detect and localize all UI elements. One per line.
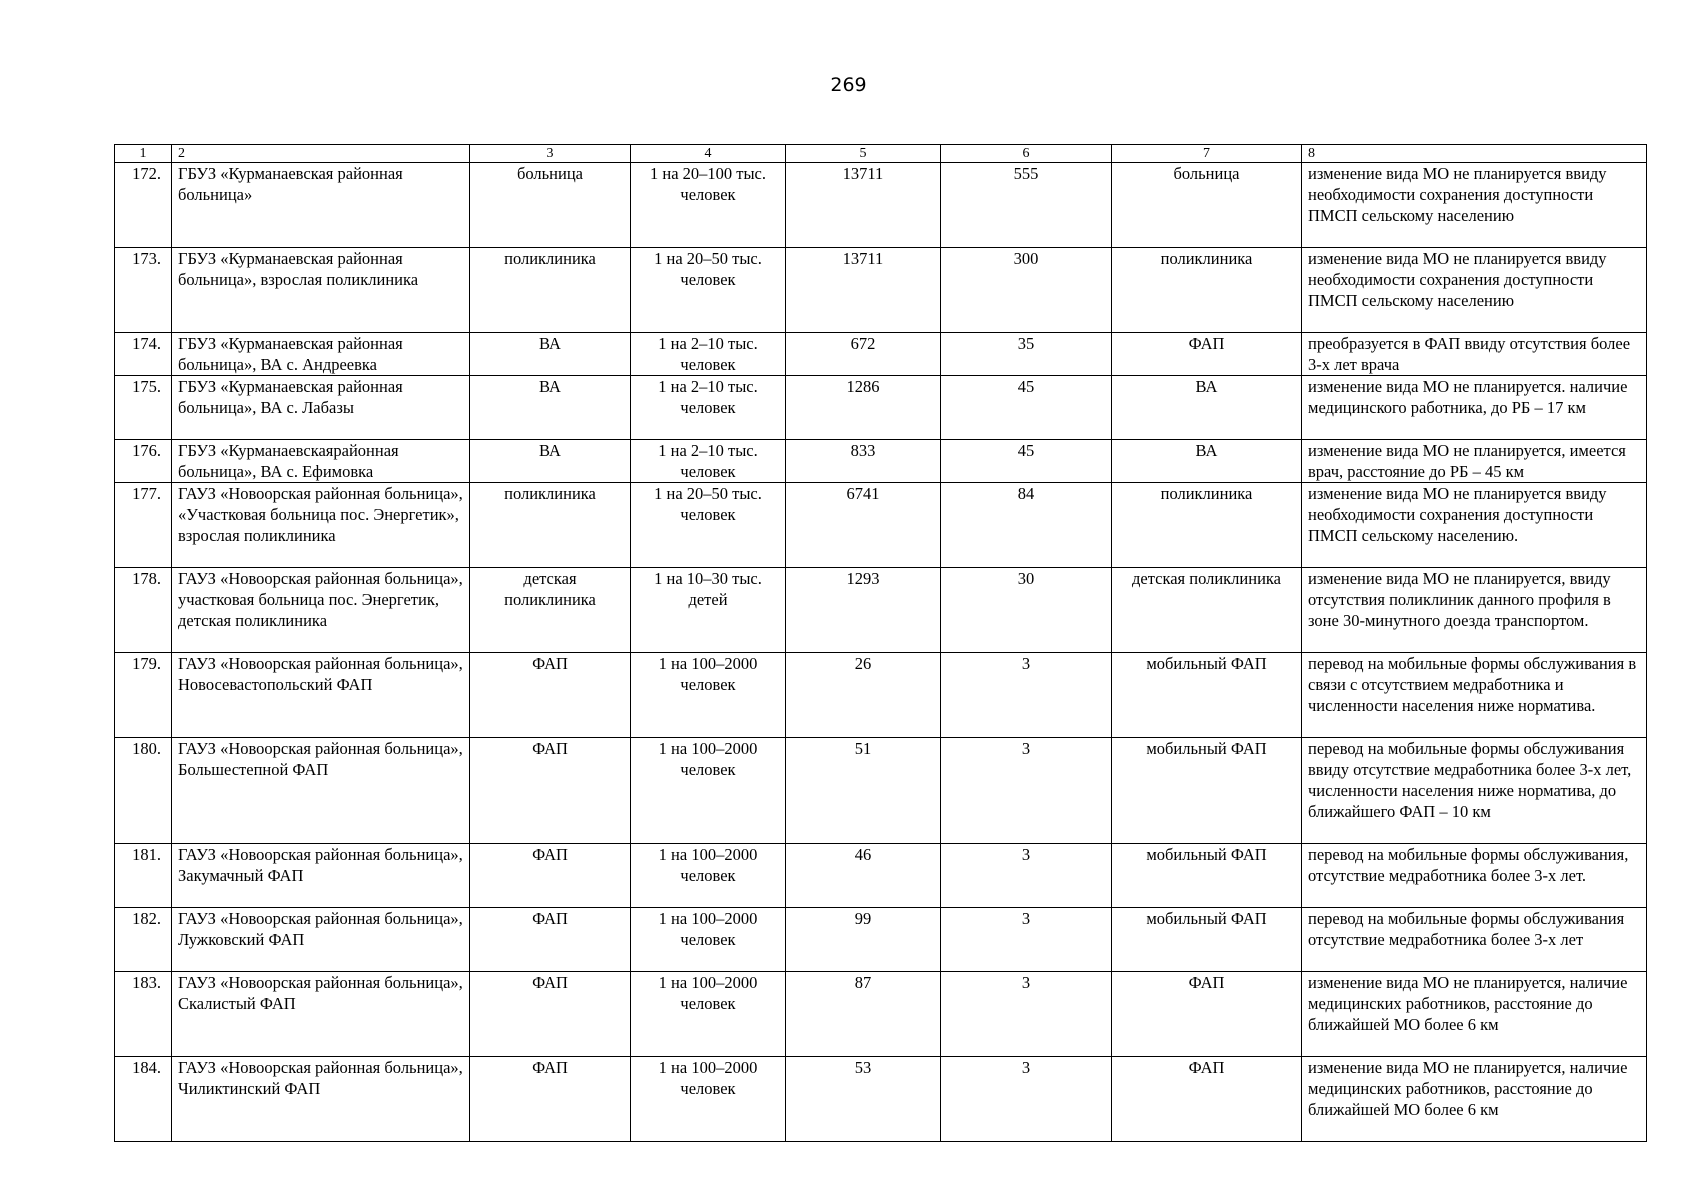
planned-type-cell: мобильный ФАП [1112,908,1302,972]
table-row [115,568,1647,653]
planned-type-cell: ФАП [1112,333,1302,376]
planned-type-cell: больница [1112,163,1302,248]
organization-cell: ГАУЗ «Новоорская районная больница», участковая больница пос. Энергетик, детская поликлиника [172,568,470,653]
page-number: 269 [830,74,867,96]
row-number-cell: 174. [115,333,172,376]
type-cell: ФАП [470,738,631,844]
planned-type-cell: ВА [1112,376,1302,440]
row-number-cell: 181. [115,844,172,908]
row-number-cell: 182. [115,908,172,972]
comment-cell: изменение вида МО не планируется ввиду необходимости сохранения доступности ПМСП сельскому населению. [1302,483,1647,568]
row-number-cell: 177. [115,483,172,568]
norm-cell: 1 на 100–2000 человек [631,844,786,908]
norm-cell: 1 на 10–30 тыс. детей [631,568,786,653]
type-cell: поликлиника [470,248,631,333]
planned-type-cell: ФАП [1112,1057,1302,1142]
population-cell: 13711 [786,248,941,333]
norm-cell: 1 на 100–2000 человек [631,738,786,844]
comment-cell: изменение вида МО не планируется, наличие медицинских работников, расстояние до ближайшей МО более 6 км [1302,1057,1647,1142]
header-cell: 4 [631,145,786,163]
table-row [115,972,1647,1057]
capacity-cell: 30 [941,568,1112,653]
capacity-cell: 45 [941,440,1112,483]
table-row [115,844,1647,908]
capacity-cell: 35 [941,333,1112,376]
organization-cell: ГАУЗ «Новоорская районная больница», Лужковский ФАП [172,908,470,972]
comment-cell: преобразуется в ФАП ввиду отсутствия более 3-х лет врача [1302,333,1647,376]
norm-cell: 1 на 20–100 тыс. человек [631,163,786,248]
planned-type-cell: мобильный ФАП [1112,844,1302,908]
organization-cell: ГАУЗ «Новоорская районная больница», Новосевастопольский ФАП [172,653,470,738]
row-number-cell: 183. [115,972,172,1057]
capacity-cell: 300 [941,248,1112,333]
header-cell: 2 [172,145,470,163]
table-row [115,908,1647,972]
norm-cell: 1 на 2–10 тыс. человек [631,333,786,376]
population-cell: 99 [786,908,941,972]
population-cell: 51 [786,738,941,844]
population-cell: 87 [786,972,941,1057]
population-cell: 6741 [786,483,941,568]
table-row [115,333,1647,376]
type-cell: ВА [470,440,631,483]
norm-cell: 1 на 100–2000 человек [631,908,786,972]
type-cell: поликлиника [470,483,631,568]
planned-type-cell: мобильный ФАП [1112,738,1302,844]
type-cell: ФАП [470,653,631,738]
type-cell: ФАП [470,1057,631,1142]
organization-cell: ГАУЗ «Новоорская районная больница», Закумачный ФАП [172,844,470,908]
comment-cell: изменение вида МО не планируется, ввиду отсутствия поликлиник данного профиля в зоне 30-минутного доезда транспортом. [1302,568,1647,653]
capacity-cell: 45 [941,376,1112,440]
organization-cell: ГАУЗ «Новоорская районная больница», «Участковая больница пос. Энергетик», взрослая поликлиника [172,483,470,568]
organization-cell: ГАУЗ «Новоорская районная больница», Скалистый ФАП [172,972,470,1057]
norm-cell: 1 на 100–2000 человек [631,1057,786,1142]
norm-cell: 1 на 20–50 тыс. человек [631,483,786,568]
norm-cell: 1 на 2–10 тыс. человек [631,376,786,440]
header-cell: 7 [1112,145,1302,163]
organization-cell: ГБУЗ «Курманаевская районная больница» [172,163,470,248]
norm-cell: 1 на 100–2000 человек [631,653,786,738]
type-cell: ФАП [470,844,631,908]
organization-cell: ГБУЗ «Курманаевскаярайонная больница», ВА с. Ефимовка [172,440,470,483]
table-row [115,483,1647,568]
type-cell: ВА [470,376,631,440]
table-row [115,248,1647,333]
comment-cell: изменение вида МО не планируется, имеется врач, расстояние до РБ – 45 км [1302,440,1647,483]
header-cell: 1 [115,145,172,163]
capacity-cell: 84 [941,483,1112,568]
row-number-cell: 180. [115,738,172,844]
capacity-cell: 3 [941,972,1112,1057]
organization-cell: ГАУЗ «Новоорская районная больница», Большестепной ФАП [172,738,470,844]
comment-cell: изменение вида МО не планируется. наличие медицинского работника, до РБ – 17 км [1302,376,1647,440]
header-cell: 8 [1302,145,1647,163]
header-cell: 3 [470,145,631,163]
type-cell: ФАП [470,908,631,972]
population-cell: 833 [786,440,941,483]
comment-cell: изменение вида МО не планируется, наличие медицинских работников, расстояние до ближайшей МО более 6 км [1302,972,1647,1057]
planned-type-cell: ФАП [1112,972,1302,1057]
organization-cell: ГБУЗ «Курманаевская районная больница», ВА с. Лабазы [172,376,470,440]
capacity-cell: 3 [941,1057,1112,1142]
organization-cell: ГБУЗ «Курманаевская районная больница», взрослая поликлиника [172,248,470,333]
planned-type-cell: мобильный ФАП [1112,653,1302,738]
row-number-cell: 179. [115,653,172,738]
table-row [115,376,1647,440]
planned-type-cell: поликлиника [1112,248,1302,333]
comment-cell: перевод на мобильные формы обслуживания в связи с отсутствием медработника и численности населения ниже норматива. [1302,653,1647,738]
population-cell: 13711 [786,163,941,248]
data-table [114,144,1647,1142]
row-number-cell: 178. [115,568,172,653]
type-cell: ВА [470,333,631,376]
planned-type-cell: поликлиника [1112,483,1302,568]
table-row [115,653,1647,738]
row-number-cell: 184. [115,1057,172,1142]
type-cell: больница [470,163,631,248]
capacity-cell: 3 [941,844,1112,908]
population-cell: 1286 [786,376,941,440]
row-number-cell: 173. [115,248,172,333]
capacity-cell: 3 [941,738,1112,844]
norm-cell: 1 на 100–2000 человек [631,972,786,1057]
norm-cell: 1 на 20–50 тыс. человек [631,248,786,333]
type-cell: ФАП [470,972,631,1057]
organization-cell: ГБУЗ «Курманаевская районная больница», ВА с. Андреевка [172,333,470,376]
table-row [115,738,1647,844]
population-cell: 26 [786,653,941,738]
table-body [115,145,1647,1142]
table-row [115,1057,1647,1142]
row-number-cell: 175. [115,376,172,440]
capacity-cell: 3 [941,908,1112,972]
comment-cell: изменение вида МО не планируется ввиду необходимости сохранения доступности ПМСП сельскому населению [1302,248,1647,333]
row-number-cell: 176. [115,440,172,483]
population-cell: 672 [786,333,941,376]
capacity-cell: 3 [941,653,1112,738]
comment-cell: перевод на мобильные формы обслуживания, отсутствие медработника более 3-х лет. [1302,844,1647,908]
table-row [115,440,1647,483]
planned-type-cell: ВА [1112,440,1302,483]
comment-cell: перевод на мобильные формы обслуживания отсутствие медработника более 3-х лет [1302,908,1647,972]
norm-cell: 1 на 2–10 тыс. человек [631,440,786,483]
population-cell: 53 [786,1057,941,1142]
type-cell: детская поликлиника [470,568,631,653]
table-header-row [115,145,1647,163]
capacity-cell: 555 [941,163,1112,248]
table-row [115,163,1647,248]
planned-type-cell: детская поликлиника [1112,568,1302,653]
population-cell: 46 [786,844,941,908]
header-cell: 5 [786,145,941,163]
population-cell: 1293 [786,568,941,653]
organization-cell: ГАУЗ «Новоорская районная больница», Чиликтинский ФАП [172,1057,470,1142]
row-number-cell: 172. [115,163,172,248]
comment-cell: изменение вида МО не планируется ввиду необходимости сохранения доступности ПМСП сельскому населению [1302,163,1647,248]
header-cell: 6 [941,145,1112,163]
comment-cell: перевод на мобильные формы обслуживания ввиду отсутствие медработника более 3-х лет, численности населения ниже норматива, до ближайшего ФАП – 10 км [1302,738,1647,844]
